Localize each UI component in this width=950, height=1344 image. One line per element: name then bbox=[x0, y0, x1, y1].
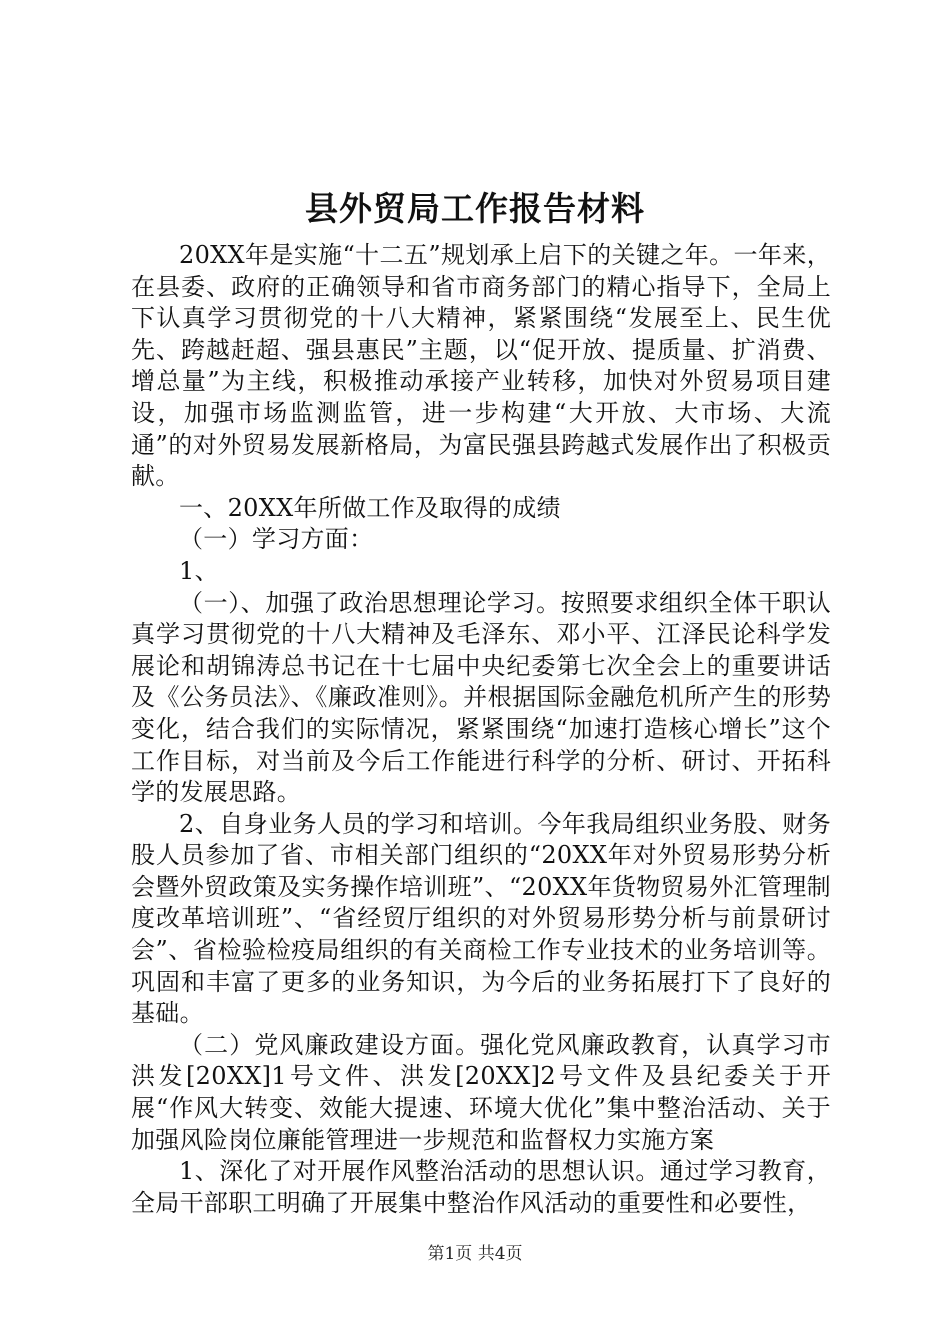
paragraph-intro: 20XX年是实施“十二五”规划承上启下的关键之年。一年来，在县委、政府的正确领导和省市商务部门的精心指导下，全局上下认真学习贯彻党的十八大精神，紧紧围绕“发展至上、民生优先、跨越赶超、强县惠民”主题，以“促开放、提质量、扩消费、增总量”为主线，积极推动承接产业转移，加快对外贸易项目建设，加强市场监测监管，进一步构建“大开放、大市场、大流通”的对外贸易发展新格局，为富民强县跨越式发展作出了积极贡献。 bbox=[131, 241, 831, 491]
list-number-1: 1、 bbox=[179, 556, 219, 585]
paragraph-work-style: 1、深化了对开展作风整治活动的思想认识。通过学习教育，全局干部职工明确了开展集中整治作风活动的重要性和必要性， bbox=[131, 1157, 831, 1217]
document-body bbox=[131, 240, 831, 1219]
page-footer: 第1页 共4页 bbox=[427, 1244, 523, 1264]
heading-section-1: 一、20XX年所做工作及取得的成绩 bbox=[179, 493, 561, 522]
document-title: 县外贸局工作报告材料 bbox=[305, 189, 645, 228]
paragraph-political-study: （一）、加强了政治思想理论学习。按照要求组织全体干职认真学习贯彻党的十八大精神及毛泽东、邓小平、江泽民论科学发展论和胡锦涛总书记在十七届中央纪委第七次全会上的重要讲话及《公务员法》、《廉政准则》。并根据国际金融危机所产生的形势变化，结合我们的实际情况，紧紧围绕“加速打造核心增长”这个工作目标，对当前及今后工作能进行科学的分析、研讨、开拓科学的发展思路。 bbox=[131, 588, 831, 807]
paragraph-business-training: 2、自身业务人员的学习和培训。今年我局组织业务股、财务股人员参加了省、市相关部门组织的“20XX年对外贸易形势分析会暨外贸政策及实务操作培训班”、“20XX年货物贸易外汇管理制度改革培训班”、“省经贸厅组织的对外贸易形势分析与前景研讨会”、省检验检疫局组织的有关商检工作专业技术的业务培训等。巩固和丰富了更多的业务知识，为今后的业务拓展打下了良好的基础。 bbox=[131, 809, 831, 1028]
heading-subsection-study: （一）学习方面： bbox=[179, 525, 374, 554]
paragraph-party-conduct: （二）党风廉政建设方面。强化党风廉政教育，认真学习市洪发[20XX]1号文件、洪发[20XX]2号文件及县纪委关于开展“作风大转变、效能大提速、环境大优化”集中整治活动、关于加强风险岗位廉能管理进一步规范和监督权力实施方案 bbox=[131, 1030, 831, 1154]
